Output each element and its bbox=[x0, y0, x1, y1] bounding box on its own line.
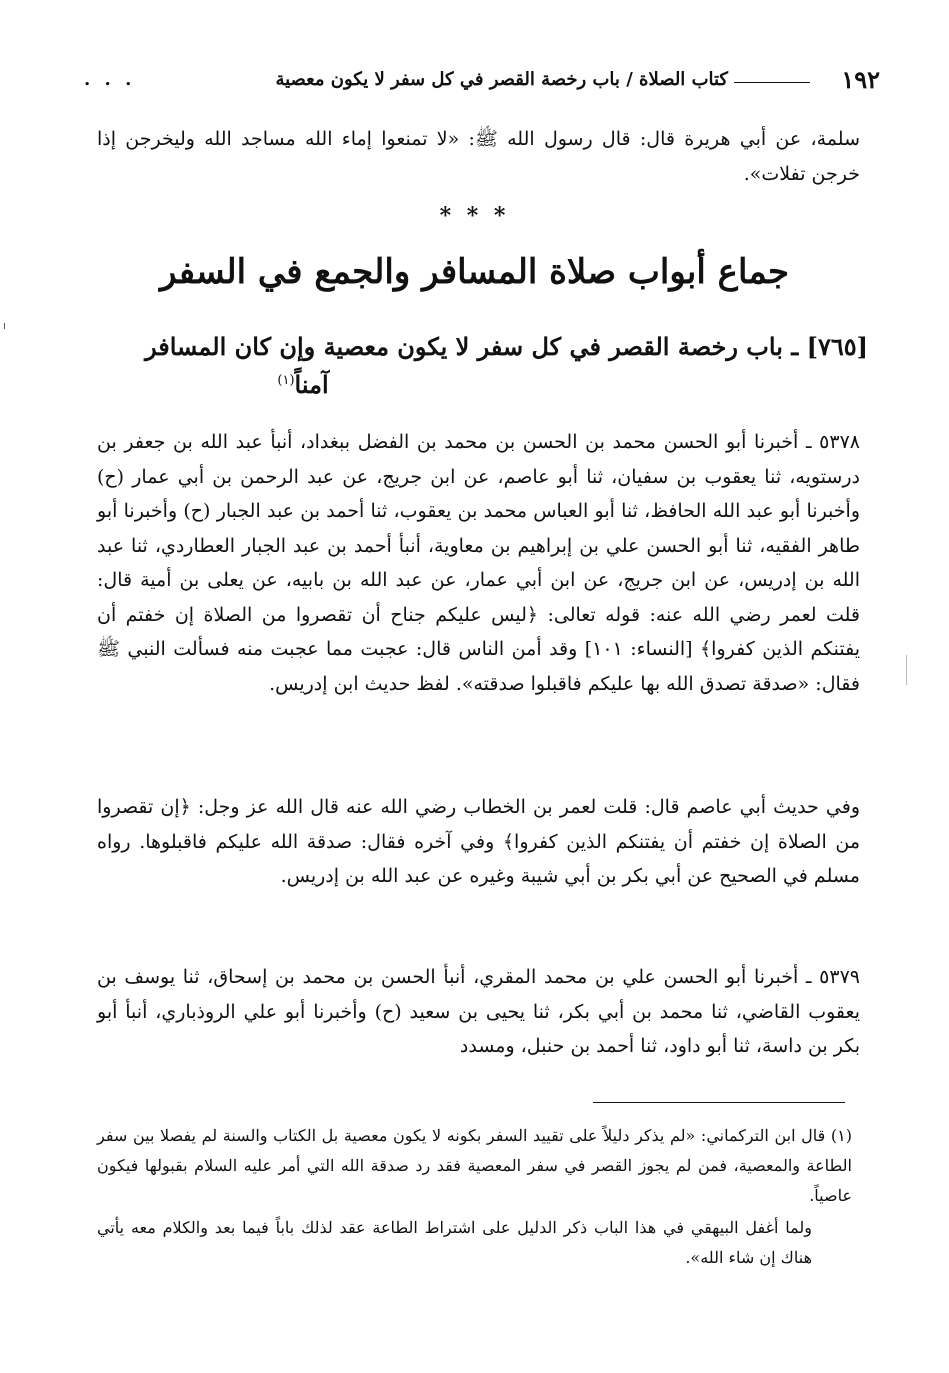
section-separator: * * * bbox=[439, 203, 510, 229]
chapter-title-end bbox=[88, 364, 518, 402]
paragraph-hadith-5379: ٥٣٧٩ ـ أخبرنا أبو الحسن علي بن محمد المقري، أنبأ الحسن بن محمد بن إسحاق، ثنا يوسف بن يعقوب القاضي، ثنا محمد بن أبي بكر، ثنا يحيى بن سعيد (ح) وأخبرنا أبو علي الروذباري، أنبأ أبو بكر بن داسة، ثنا أبو داود، ثنا أحمد بن حنبل، ومسدد bbox=[97, 966, 860, 1057]
scan-artifact bbox=[906, 655, 907, 685]
footnote-1-continued: ولما أغفل البيهقي في هذا الباب ذكر الدليل على اشتراط الطاعة عقد لذلك باباً فيما بعد والكلام معه يأتي هناك إن شاء الله». bbox=[97, 1218, 812, 1267]
header-rule bbox=[734, 82, 810, 83]
page-number: ١٩٢ bbox=[841, 65, 880, 94]
scan-artifact bbox=[4, 323, 5, 329]
chapter-title-end-text: آمناً bbox=[294, 370, 329, 399]
paragraph-hadith-5378: ٥٣٧٨ ـ أخبرنا أبو الحسن محمد بن الحسن بن محمد بن الفضل ببغداد، أنبأ عبد الله بن جعفر بن درستويه، ثنا يعقوب بن سفيان، ثنا أبو عاصم، عن ابن جريج، عن عبد الرحمن بن أبي عمار (ح) وأخبرنا أبو عبد الله الحافظ، ثنا أبو العباس محمد بن يعقوب، ثنا أحمد بن عبد الجبار (ح) وأخبرنا أبو طاهر الفقيه، ثنا أبو الحسن علي بن إبراهيم بن معاوية، أنبأ أحمد بن عبد الجبار العطاردي، ثنا عبد الله بن إدريس، عن ابن جريج، عن ابن أبي عمار، عن عبد الله بن بابيه، عن يعلى بن أمية قال: قلت لعمر رضي الله عنه: قوله تعالى: ﴿ليس عليكم جناح أن تقصروا من الصلاة إن خفتم أن يفتنكم الذين كفروا﴾ [النساء: ١٠١] وقد أمن الناس قال: عجبت مما عجبت منه فسألت النبي ﷺ فقال: «صدقة تصدق الله بها عليكم فاقبلوا صدقته». لفظ حديث ابن إدريس. bbox=[97, 431, 860, 695]
footnote-1: (١) قال ابن التركماني: «لم يذكر دليلاً على تقييد السفر بكونه لا يكون معصية بل الكتاب والسنة لم يفصلا بين سفر الطاعة والمعصية، فمن لم يجوز القصر في سفر المعصية فقد رد صدقة الله التي أمر عليه السلام بقبولها فيكون عاصياً. bbox=[97, 1126, 852, 1205]
footnote-ref: (١) bbox=[277, 373, 295, 388]
running-header bbox=[84, 62, 880, 102]
running-title: كتاب الصلاة / باب رخصة القصر في كل سفر لا يكون معصية bbox=[275, 69, 728, 90]
main-title: جماع أبواب صلاة المسافر والجمع في السفر bbox=[159, 252, 790, 292]
intro-text: سلمة، عن أبي هريرة قال: قال رسول الله ﷺ: «لا تمنعوا إماء الله مساجد الله وليخرجن إذا خرجن تفلات». bbox=[97, 128, 860, 185]
chapter-title: [٧٦٥] ـ باب رخصة القصر في كل سفر لا يكون معصية وإن كان المسافر bbox=[144, 332, 868, 361]
running-title-ellipsis: . . . bbox=[84, 69, 136, 90]
footnote-divider bbox=[593, 1102, 845, 1103]
paragraph-abu-asim: وفي حديث أبي عاصم قال: قلت لعمر بن الخطاب رضي الله عنه قال الله عز وجل: ﴿إن تقصروا من الصلاة إن خفتم أن يفتنكم الذين كفروا﴾ وفي آخره فقال: صدقة الله عليكم فاقبلوها. رواه مسلم في الصحيح عن أبي بكر بن أبي شيبة وغيره عن عبد الله بن إدريس. bbox=[97, 796, 860, 887]
